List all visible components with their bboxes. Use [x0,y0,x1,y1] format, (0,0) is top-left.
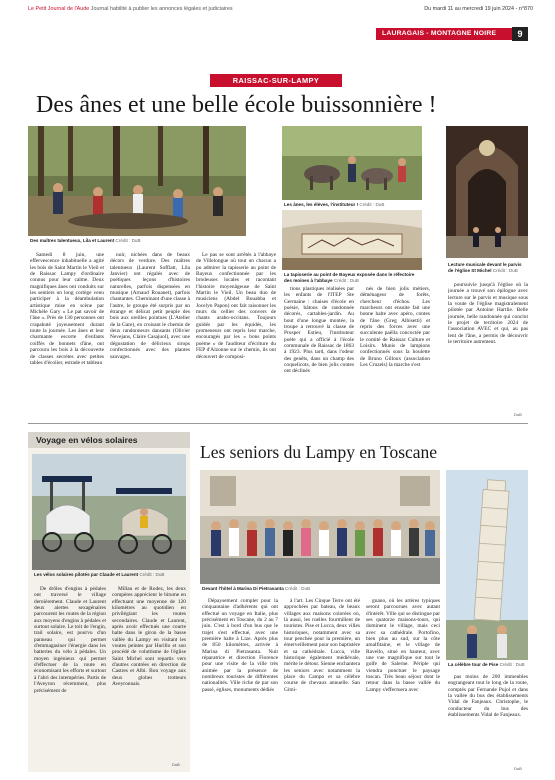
page-header [0,0,555,40]
column-text: gnano, où les artères typiques seront parcourues avec autant d'intérêt. Ville qui se distingue par ses quatorze maisons-tours, qui dominent le village, mais ceci avec sa cathédrale. Portofino, bien plus au sud, sur la côte amalfitaine, et le village de Ravello, situé en hauteur, avec une vue magnifique sur tout le golfe de Salerne. Périple qui viendra ponctuer le paysage toscan. Très beau séjour dont le retour dans la basse vallée du Lampy s'effectuera avec [366,598,440,693]
column-text: Samedi 8 juin, une effervescence inhabituelle a agité les bois de Saint Martin le Vieil et de Raissac Lampy d'ordinaire connus pour leur calme. Deux magnifiques ânes ont conduits sur les sentiers un long cortège venu participer à la déambulation artistique mise en scène par Michèle Gary « Le pat savoir de l'âne ». Près de 130 personnes ont crapahuté joyeusement durant toute la journée. Les ânes et leur charmante escorte d'enfants coiffés de bonnets d'âne, ont parcouru les bois à la découverte de classes secrètes avec petites tables d'écolier, estrade et tableau [30,252,104,366]
caption-credit: Crédit : DuB [115,238,141,243]
masthead [28,6,233,12]
photo-solar-bikes [32,454,186,570]
caption-credit: Crédit : DuB [492,267,518,273]
caption-text: Des maîtres talentueux, Lila et Laurent [30,238,115,243]
photo-tapestry [282,210,422,270]
locality-label: RAISSAC-SUR-LAMPY [210,74,342,87]
solar-bikes-box [28,432,190,772]
article-column [366,598,440,772]
masthead-subtitle: Journal habilité à publier les annonces légales et judiciaires [90,6,233,12]
caption-text: La tapisserie au point de Bayeux exposée dans le réfectoire des moines à l'abbaye [284,272,415,283]
column-text: De drôles d'engins à pédales ont traversé le village dernièrement. Claude et Laurent deux alertes sexagénaires parcourent les routes de la région aux moyens d'engins à pédales et surtout solaire. Le toit de l'engin, trail solaire, est pourvu d'un panneau qui permet d'emmagasiner l'énergie dans les batteries du vélo à pédales. Un moyen ingénieux qui permet d'effectuer de la route en économisant les efforts et surtout à l'abri des intempéries. Partis de l'Aveyron récemment, plus précisément de [34,586,106,694]
photo-procession-image [28,126,246,236]
photo-solar-bikes-image [32,454,186,570]
article-column [110,252,190,418]
caption-text: Devant l'hôtel à Marina Di Pietrasanta [202,586,284,591]
caption-text: La célèbre tour de Pise [448,662,499,667]
photo-church-image [446,126,528,258]
photo-group-hotel [200,470,440,584]
masthead-title: Le Petit Journal de l'Aude [28,6,90,12]
photo-caption [30,238,244,244]
photo-church [446,126,528,258]
article-column [30,252,104,418]
photo-caption [284,272,420,283]
article-column [284,598,360,772]
photo-donkeys [282,126,422,200]
author-signoff: DuB [172,762,180,767]
author-signoff: DuB [514,412,522,417]
author-signoff: DuB [514,766,522,771]
caption-text: Les ânes, les élèves, l'instituteur ! [284,202,359,207]
column-text: tions plastiques réalisées par les enfants de l'ITEP Ste Germaine : chaises d'école en poésie, bâtons de randonnée décorés, cartables-jardin. Au bout d'une longue montée, la troupe a retrouvé la classe de Prosper Estieu, l'instituteur poète qui a officié à l'école communale de Raissac de 1863 à 1923. Plus tard, dans l'odeur des genêts, dans un champ des coquelicots, de bien jolis contes ont déclinés [284,286,354,375]
photo-donkeys-image [282,126,422,200]
photo-pisa-tower-image [446,470,528,660]
article-title: Les seniors du Lampy en Toscane [200,442,438,462]
article-column [112,586,186,766]
article-column [360,286,430,418]
article-title: Des ânes et une belle école buissonnière ! [36,92,437,118]
photo-caption [34,572,184,578]
page-number: 9 [512,27,528,41]
column-text: Dépaysement complet pour la cinquantaine d'adhérents qui ont effectué un voyage en Italie, plus précisément en Toscane, du 2 au 7 juin. C'est à bord d'un bus que le trajet s'est effectué, avec une première halte à Lize. Après plus de 850 kilomètres, arrivée à Marina di Pietrasanta. Nuit réparatrice et direction Florence pour une visite de la ville très animée par la présence de nombreux touristes de différentes nationalités. Ville riche de par son passé, églises, monuments dédiés [202,598,278,693]
photo-tapestry-image [282,210,422,270]
photo-caption [448,662,528,668]
column-text: Millau et de Rodez, les deux compères apprécient le bitume en effectuant une moyenne de 120 kilomètres au quotidien en privilégiant les routes secondaires. Claude et Laurent, après avoir effectués une courte halte dans le giron de la basse vallée du Lampy en visitant les voutes peintes par Hurillo et son procédé de voluttisme de l'église Saint Michel sont repartis vers d'autres contrées en direction de Castres et Albi. Bon voyage aux deux globes trotteurs Aveyronnais. [112,586,186,688]
caption-text: Les vélos solaires pilotés par Claude et Laurent [34,572,139,577]
photo-procession [28,126,246,236]
photo-caption [284,202,420,208]
article-column [196,252,276,418]
column-text: noir, nichées dans de beaux décors de verdure. Des maîtres talentueux (Laurent Soffiatt, Lila Janvier) ont régalés avec de poétiques leçons d'histoires naturelles, parfois dispensées en musique (Arnaud Rouanet), parfois chantantes. Cheminant d'une classe à l'autre, le groupe été surpris par un étrange et délicat petit peuple des bois aux oreilles pointues (L'Atelier de la Gare), en croisant le chemin de deux randonneurs dansants (Olivier Nevejans, Claire Casajuol), avec une dégustation de délicieux sirops confectionnés avec des plantes sauvages. [110,252,190,360]
column-text: poursuivie jusqu'à l'église où la journée a trouvé son épilogue avec lecture sur le parvis et musique sous la voute de l'église magistralement pilotée par Antoine Hartlie. Belle journée, belle randonnée qui conclut le projet de territoire 2024 de l'association AVEC et qui, au pas lent de l'âne, a permis de découvrir le territoire autrement. [448,282,528,346]
photo-caption [202,586,438,592]
article-column [202,598,278,772]
photo-caption [448,262,528,273]
article-column [448,674,528,772]
column-text: nés de bien jolis métiers, déménageur de forêts, chercheur d'échos. Les marcheurs ont ensuite fait une bonne halte avec apéro, contes de l'âne (Greg Albisetti) et repris des forces avec une succulente paëlla concoctée par le comité de Raissac Culture et Loisirs. Munis de lampions confectionnés sous la houlette de Bruno Gilloux (association Les Cruzels) la marche s'est [360,286,430,369]
caption-text: Lecture musicale devant le parvis de l'église St Michel [448,262,522,273]
article-column [448,282,528,418]
issue-date: Du mardi 11 au mercredi 19 juin 2024 - n°870 [424,6,533,12]
column-text: pas moins de 200 immeubles engrangeant tout le long de la route, comptés par Fernande Pujol et dans la vallée du bus des établissements Vidal de Fanjeaux. Christophe, le conducteur du bus des établissements Vidal de Fanjeaux. [448,674,528,719]
section-divider [28,423,528,424]
column-text: à l'art. Les Cinque Terre ont été approchées par bateau, de beaux villages aux maisons colorées où, là aussi, les ruelles fourmillent de touristes. Pise et Lucca, deux villes historiques, notamment avec sa tour penchée pour la première, un émerveillement pour son baptistère et sa cathédrale. Lucca, ville historique également médiévale, mérite le détour. Sienne enchantera les seniors avec notamment la place du Campo et sa célèbre course de chevaux annuelle. San Gimi- [284,598,360,693]
solar-section-title: Voyage en vélos solaires [36,435,138,445]
caption-credit: Crédit : DuB [285,586,311,591]
caption-credit: Crédit : DuB [139,572,165,577]
caption-credit: Crédit : DuB [359,202,385,207]
caption-credit: Crédit : DuB [499,662,525,667]
caption-credit: Crédit : DuB [333,277,359,283]
article-column [34,586,106,766]
photo-group-hotel-image [200,470,440,584]
column-text: Le pas se sont arrêtés à l'abbaye de Villelongue où tout un chacun a pu admirer la tapisserie au point de Bayeux confectionnée par les brodeuses locales et racontant l'histoire moyenâgeuse de Saint Martin le Vieil. Un beau duo de musiciens (Abdel Bouabba et Jocelyn Papon) ont fait raisonner les murs du cellier des convers de chants arabo-occitans. Toujours guidés par les équidés, les promeneurs ont repris leur marche, encouragés par les « bons points poème » de l'auditeur d'écriture du FEP d'Alzonne sur le chemin, ils ont découvert de composi- [196,252,276,360]
section-tag: LAURAGAIS - MONTAGNE NOIRE [376,28,518,40]
photo-pisa-tower [446,470,528,660]
article-column [284,286,354,418]
